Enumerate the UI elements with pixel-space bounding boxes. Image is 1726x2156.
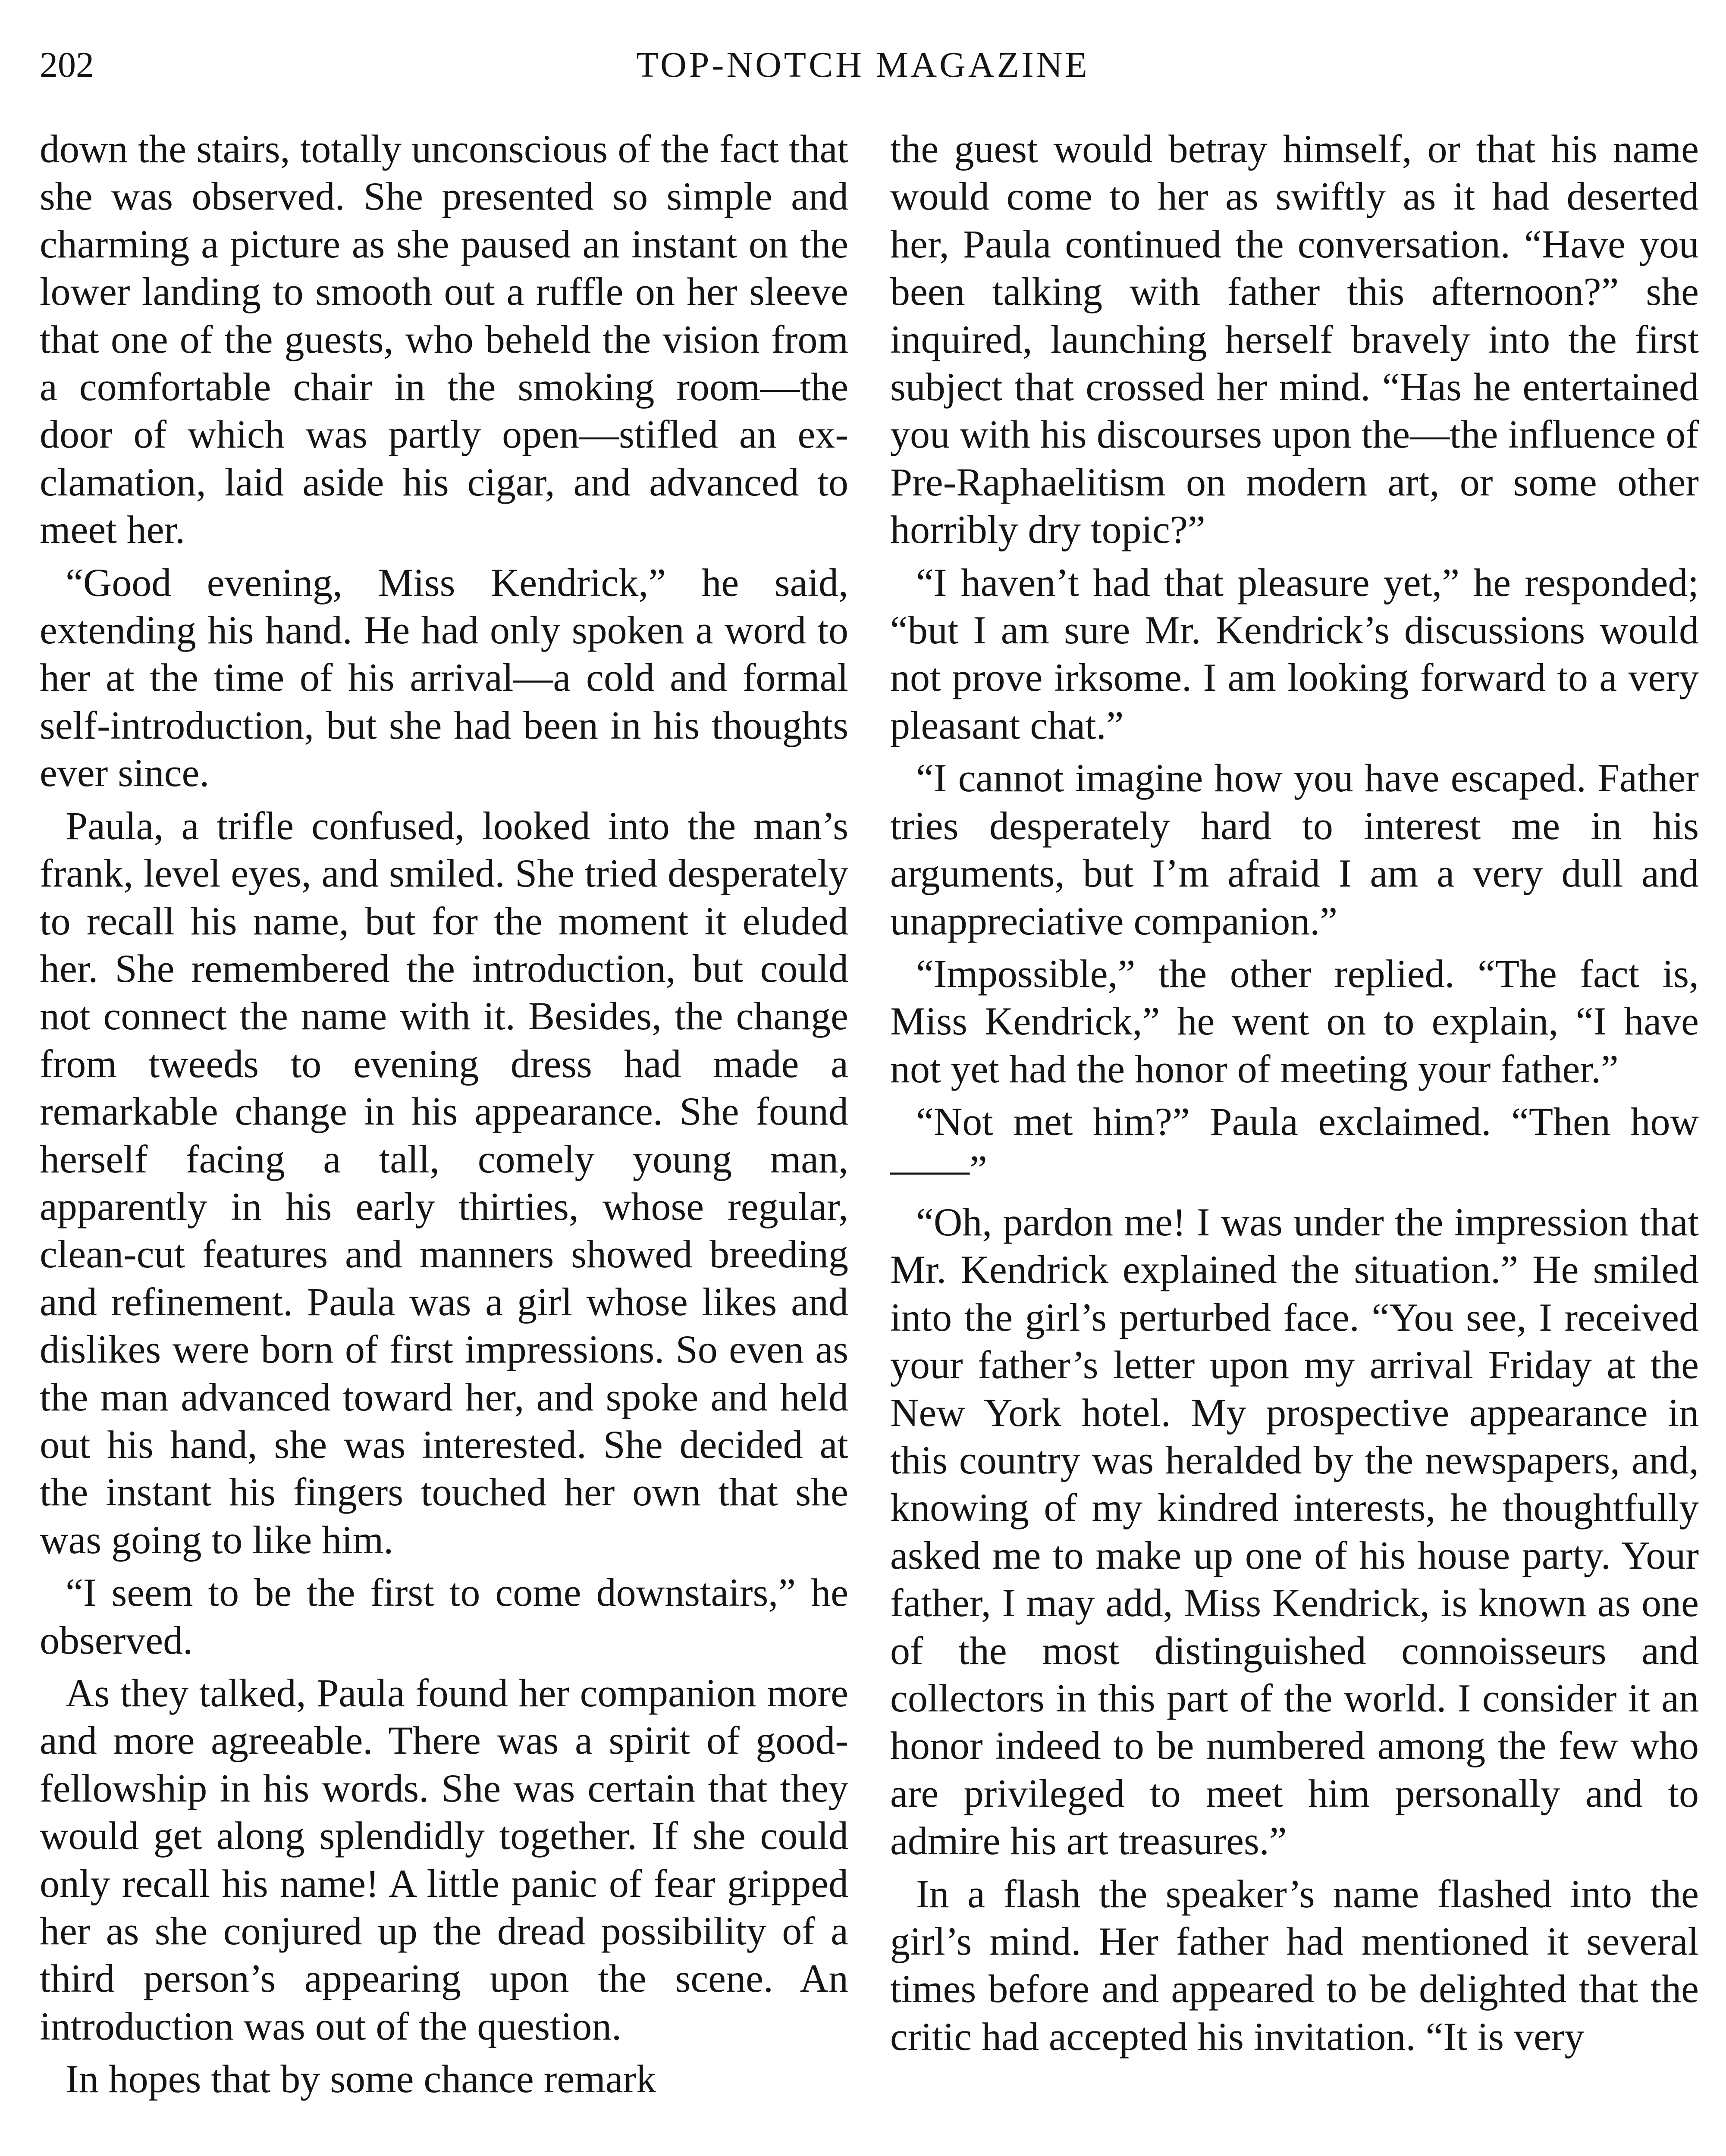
page-number: 202 [40,45,94,85]
paragraph: “Not met him?” Paula exclaimed. “Then how——” [890,1100,1699,1191]
paragraph: Paula, a trifle confused, looked into the man’s frank, level eyes, and smiled. She tried desperately to recall his name, but for the moment it eluded her. She remembered the introduction, but could not connect the name with it. Besides, the change from tweeds to evening dress had made a remarkable change in his appearance. She found herself facing a tall, comely young man, apparently in his early thirties, whose regular, clean-cut features and manners showed breeding and refinement. Paula was a girl whose likes and dislikes were born of first impressions. So even as the man advanced toward her, and spoke and held out his hand, she was interested. She decided at the instant his fingers touched her own that she was going to like him. [40,803,848,1562]
paragraph: “Impossible,” the other replied. “The fact is, Miss Kendrick,” he went on to explain, “I have not yet had the honor of meeting your father.” [890,951,1699,1091]
paragraph: “I haven’t had that pleasure yet,” he responded; “but I am sure Mr. Kendrick’s discussions would not prove irksome. I am looking forward to a very pleasant chat.” [890,560,1699,747]
running-title: TOP-NOTCH MAGAZINE [636,45,1090,85]
paragraph: “I cannot imagine how you have escaped. Father tries desperately hard to interest me in his arguments, but I’m afraid I am a very dull and unappreciative companion.” [890,756,1699,943]
right-column [890,125,1699,2156]
paragraph: the guest would betray himself, or that his name would come to her as swiftly as it had deserted her, Paula continued the conversation. “Have you been talking with father this afternoon?” she inquired, launching herself bravely into the first subject that crossed her mind. “Has he entertained you with his discourses upon the—the influence of Pre-Raphaelitism on modern art, or some other horribly dry topic?” [890,127,1699,552]
paragraph: In hopes that by some chance remark [66,2057,656,2101]
paragraph: “I seem to be the first to come downstairs,” he observed. [40,1570,848,1662]
paragraph: As they talked, Paula found her companion more and more agreeable. There was a spirit of good-fellowship in his words. She was certain that they would get along splendidly together. If she could only recall his name! A little panic of fear gripped her as she conjured up the dread possibility of a third person’s appearing upon the scene. An introduction was out of the question. [40,1671,848,2048]
paragraph: “Oh, pardon me! I was under the impression that Mr. Kendrick explained the situation.” He smiled into the girl’s perturbed face. “You see, I received your father’s letter upon my arrival Friday at the New York hotel. My prospective appearance in this country was heralded by the newspapers, and, knowing of my kindred interests, he thoughtfully asked me to make up one of his house party. Your father, I may add, Miss Kendrick, is known as one of the most distinguished connoisseurs and collectors in this part of the world. I consider it an honor indeed to be numbered among the few who are privileged to meet him personally and to admire his art treasures.” [890,1200,1699,1863]
paragraph: In a flash the speaker’s name flashed into the girl’s mind. Her father had mentioned it several times before and appeared to be delighted that the critic had accepted his invitation. “It is very [890,1871,1699,2059]
paragraph: “Good evening, Miss Kendrick,” he said, extending his hand. He had only spoken a word to her at the time of his arrival—a cold and formal self-introduction, but she had been in his thoughts ever since. [40,560,848,795]
left-column [40,125,848,2156]
paragraph: down the stairs, totally unconscious of the fact that she was observed. She presented so simple and charming a picture as she paused an instant on the lower landing to smooth out a ruffle on her sleeve that one of the guests, who beheld the vision from a comfortable chair in the smoking room—the door of which was partly open—stifled an exclamation, laid aside his cigar, and advanced to meet her. [40,127,848,552]
page-header [40,41,1686,89]
